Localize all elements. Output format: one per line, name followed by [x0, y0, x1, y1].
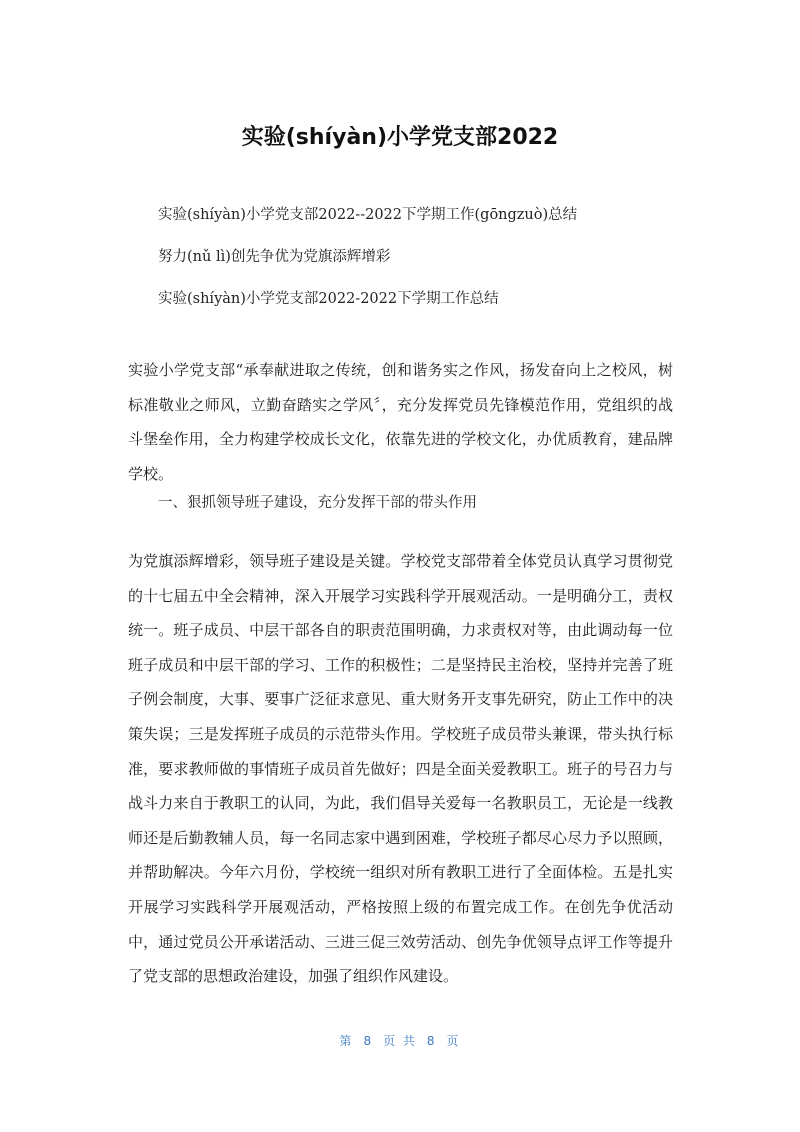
meta-line-3: 实验(shíyàn)小学党支部2022-2022下学期工作总结	[158, 291, 499, 307]
intro-paragraph: 实验小学党支部“承奉献进取之传统，创和谐务实之作风，扬发奋向上之校风，树标准敬业之师风，立勤奋踏实之学风〞，充分发挥党员先锋模范作用，党组织的战斗堡垒作用，全力构建学校成长文化，依靠先进的学校文化，办优质教育，建品牌学校。	[128, 361, 673, 483]
page-footer	[0, 1032, 800, 1049]
footer-prefix: 第	[339, 1034, 354, 1048]
meta-line-2: 努力(nǔ lì)创先争优为党旗添辉增彩	[158, 249, 391, 265]
body-paragraph: 为党旗添辉增彩，领导班子建设是关键。学校党支部带着全体党员认真学习贯彻党的十七届五中全会精神，深入开展学习实践科学开展观活动。一是明确分工，责权统一。班子成员、中层干部各自的职责范围明确，力求责权对等，由此调动每一位班子成员和中层干部的学习、工作的积极性；二是坚持民主治校，坚持并完善了班子例会制度，大事、要事广泛征求意见、重大财务开支事先研究，防止工作中的决策失误；三是发挥班子成员的示范带头作用。学校班子成员带头兼课，带头执行标准，要求教师做的事情班子成员首先做好；四是全面关爱教职工。班子的号召力与战斗力来自于教职工的认同，为此，我们倡导关爱每一名教职员工，无论是一线教师还是后勤教辅人员，每一名同志家中遇到困难，学校班子都尽心尽力予以照顾，并帮助解决。今年六月份，学校统一组织对所有教职工进行了全面体检。五是扎实开展学习实践科学开展观活动，严格按照上级的布置完成工作。在创先争优活动中，通过党员公开承诺活动、三进三促三效劳活动、创先争优领导点评工作等提升了党支部的思想政治建设，加强了组织作风建设。	[128, 552, 673, 986]
section-heading: 一、狠抓领导班子建设，充分发挥干部的带头作用	[158, 495, 477, 511]
document-title: 实验(shíyàn)小学党支部2022	[241, 125, 559, 150]
footer-total-pages: 8	[426, 1034, 437, 1048]
meta-line-1: 实验(shíyàn)小学党支部2022--2022下学期工作(gōngzuò)总结	[158, 207, 578, 223]
footer-current-page: 8	[363, 1034, 374, 1048]
footer-middle: 页 共	[383, 1034, 417, 1048]
footer-suffix: 页	[446, 1034, 461, 1048]
